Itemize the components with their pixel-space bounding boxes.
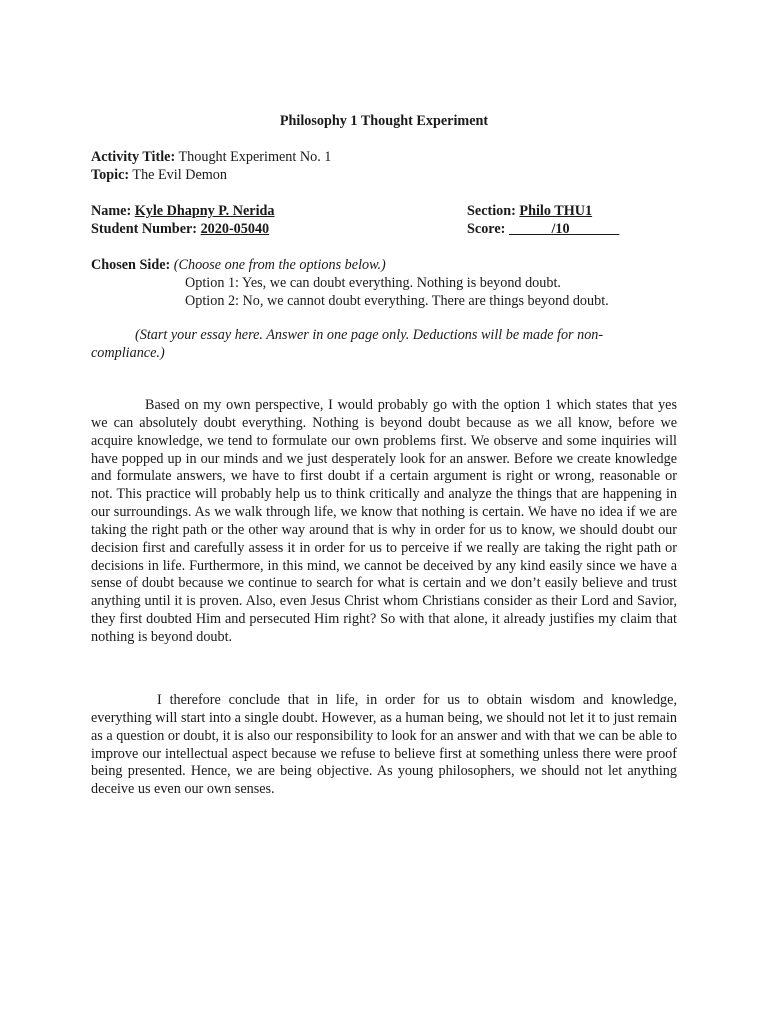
option-2: Option 2: No, we cannot doubt everything. There are things beyond doubt. <box>185 293 609 309</box>
student-number-label: Student Number: <box>91 221 198 237</box>
activity-title-label: Activity Title: <box>91 149 176 165</box>
option-1: Option 1: Yes, we can doubt everything. Nothing is beyond doubt. <box>185 275 561 291</box>
section-label: Section: <box>467 203 516 219</box>
student-number-line <box>91 220 269 238</box>
activity-title-value: Thought Experiment No. 1 <box>178 149 332 165</box>
section-line <box>467 202 592 220</box>
section-value: Philo THU1 <box>519 203 593 219</box>
score-line <box>467 220 619 238</box>
topic-label: Topic: <box>91 167 130 183</box>
name-value: Kyle Dhapny P. Nerida <box>134 203 275 219</box>
chosen-side-line <box>91 256 386 274</box>
score-field <box>509 220 619 238</box>
activity-title-line <box>91 148 331 166</box>
topic-value: The Evil Demon <box>132 167 227 183</box>
topic-line <box>91 166 227 184</box>
document-title: Philosophy 1 Thought Experiment <box>279 113 489 129</box>
score-value: /10 <box>551 221 570 237</box>
student-number-value: 2020-05040 <box>200 221 270 237</box>
name-label: Name: <box>91 203 132 219</box>
essay-paragraph-2: I therefore conclude that in life, in order for us to obtain wisdom and knowledge, everything will start into a single doubt. However, as a human being, we should not let it to just remain as a question or doubt, it is also our responsibility to look for an answer and with that we can be able to improve our intellectual aspect because we refuse to believe first at something unless there were proof being presented. Hence, we are being objective. As young philosophers, we should not let anything deceive us even our own senses. <box>91 692 677 798</box>
chosen-side-hint: (Choose one from the options below.) <box>173 257 386 273</box>
name-line <box>91 202 275 220</box>
chosen-side-label: Chosen Side: <box>91 257 171 273</box>
essay-paragraph-1: Based on my own perspective, I would probably go with the option 1 which states that yes we can absolutely doubt everything. Nothing is beyond doubt because as we all know, before we acquire knowledge, we tend to formulate our own problems first. We observe and some inquiries will have popped up in our minds and we just desperately look for an answer. Before we create knowledge and formulate answers, we have to first doubt if a certain argument is right or wrong, reasonable or not. This practice will probably help us to think critically and analyze the things that are happening in our surroundings. As we walk through life, we know that nothing is certain. We have no idea if we are taking the right path or the other way around that is why in order for us to know, we should doubt our decision first and carefully assess it in order for us to perceive if we really are taking the right path or decisions in life. Furthermore, in this mind, we cannot be deceived by any kind easily since we have a sense of doubt because we continue to search for what is certain and we don’t easily believe and trust anything until it is proven. Also, even Jesus Christ whom Christians consider as their Lord and Savior, they first doubted Him and persecuted Him right? So with that alone, it already justifies my claim that nothing is beyond doubt. <box>91 397 677 645</box>
score-label: Score: <box>467 221 506 237</box>
instructions: (Start your essay here. Answer in one page only. Deductions will be made for non-compliance.) <box>91 327 604 361</box>
